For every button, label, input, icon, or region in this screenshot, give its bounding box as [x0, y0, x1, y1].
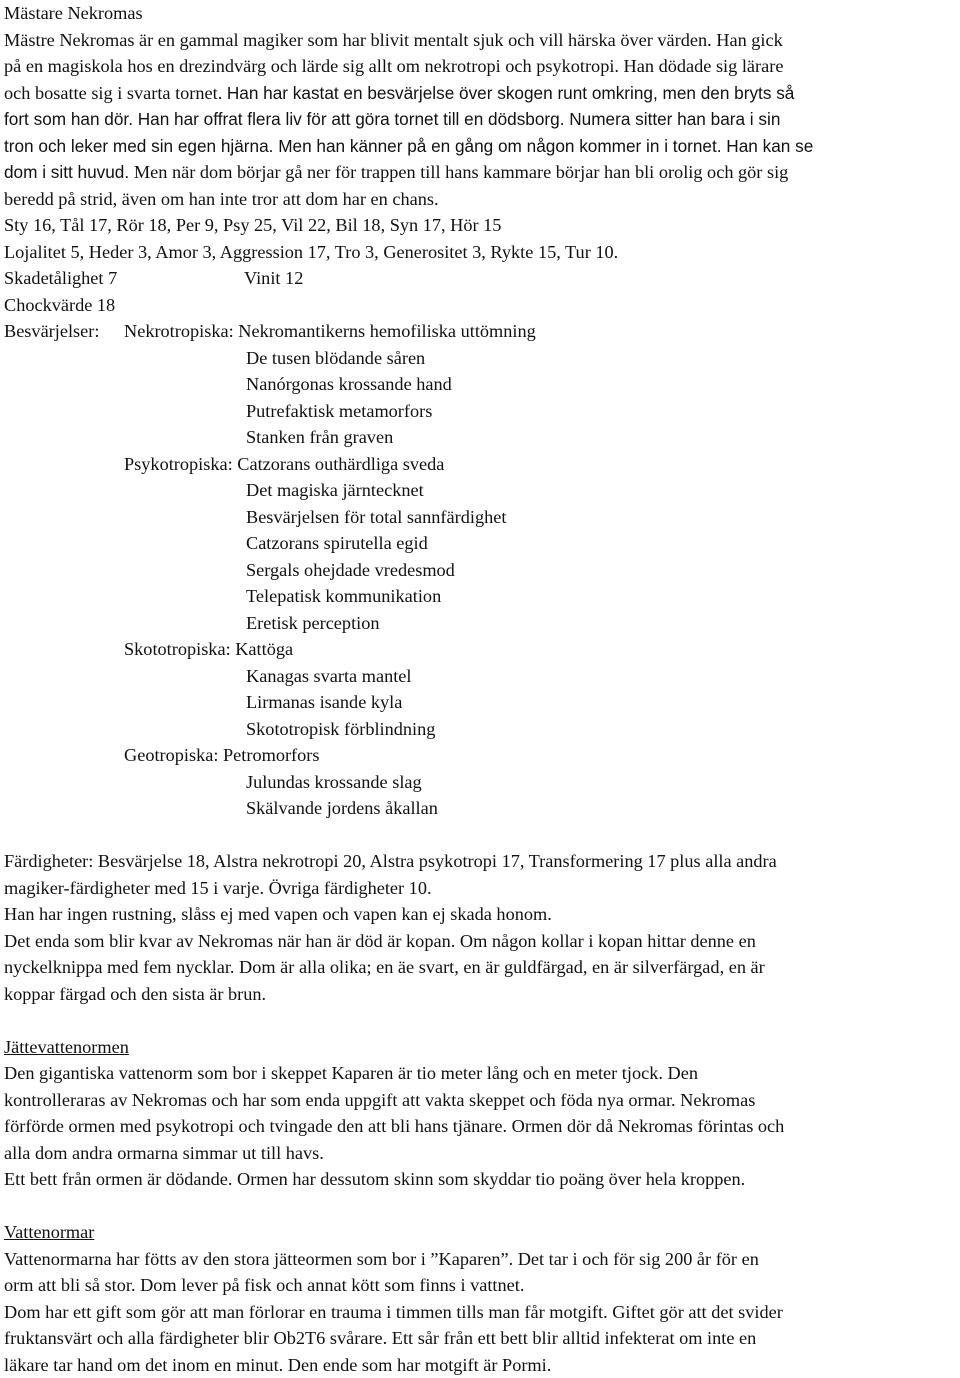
spell-item: Petromorfors	[223, 745, 319, 765]
spell-item: Nekromantikerns hemofiliska uttömning	[238, 321, 536, 341]
spell-group-header	[4, 742, 960, 769]
text-line: alla dom andra ormarna simmar ut till havs.	[4, 1140, 960, 1167]
skadetalighet-value: Skadetålighet 7	[4, 265, 244, 292]
text-span: Men när dom börjar gå ner för trappen till hans kammare börjar han bli orolig och gör sig	[134, 162, 788, 182]
text-line: läkare tar hand om det inom en minut. Den ende som har motgift är Pormi.	[4, 1352, 960, 1378]
spell-group-header	[4, 318, 960, 345]
text-line: magiker-färdigheter med 15 i varje. Övriga färdigheter 10.	[4, 875, 960, 902]
underlined-heading: Vattenormar	[4, 1222, 94, 1242]
spell-item: Telepatisk kommunikation	[4, 583, 960, 610]
text-line: Det enda som blir kvar av Nekromas när han är död är kopan. Om någon kollar i kopan hittar denne en	[4, 928, 960, 955]
text-span: dom i sitt huvud.	[4, 162, 134, 182]
spell-item: Skälvande jordens åkallan	[4, 795, 960, 822]
spells-list	[4, 318, 960, 822]
spell-item: Stanken från graven	[4, 424, 960, 451]
spell-item: Catzorans spirutella egid	[4, 530, 960, 557]
text-line: koppar färgad och den sista är brun.	[4, 981, 960, 1008]
text-line: på en magiskola hos en drezindvärg och lärde sig allt om nekrotropi och psykotropi. Han dödade sig lärare	[4, 53, 960, 80]
spell-item: Nanórgonas krossande hand	[4, 371, 960, 398]
spell-group-label: Psykotropiska:	[124, 454, 233, 474]
spell-item: Eretisk perception	[4, 610, 960, 637]
spell-item: Lirmanas isande kyla	[4, 689, 960, 716]
spacer	[4, 822, 960, 849]
nekromas-description	[4, 27, 960, 213]
text-line: förförde ormen med psykotropi och tvingade den att bli hans tjänare. Ormen dör då Nekromas förintas och	[4, 1113, 960, 1140]
text-line: Vattenormarna har fötts av den stora jätteormen som bor i ”Kaparen”. Det tar i och för sig 200 år för en	[4, 1246, 960, 1273]
underlined-heading: Jättevattenormen	[4, 1037, 129, 1057]
spell-item: Besvärjelsen för total sannfärdighet	[4, 504, 960, 531]
traits-line: Lojalitet 5, Heder 3, Amor 3, Aggression 17, Tro 3, Generositet 3, Rykte 15, Tur 10.	[4, 239, 960, 266]
section-title-nekromas: Mästare Nekromas	[4, 0, 960, 27]
spell-item: Sergals ohejdade vredesmod	[4, 557, 960, 584]
text-line: nyckelknippa med fem nycklar. Dom är alla olika; en äe svart, en är guldfärgad, en är silverfärgad, en är	[4, 954, 960, 981]
spacer	[4, 1007, 960, 1034]
text-line: fruktansvärt och alla färdigheter blir Ob2T6 svårare. Ett sår från ett bett blir alltid infekterat om inte en	[4, 1325, 960, 1352]
spell-item: De tusen blödande såren	[4, 345, 960, 372]
section-title-vattenormar	[4, 1219, 960, 1246]
text-span: och bosatte sig i svarta tornet.	[4, 83, 227, 103]
chockvarde-line: Chockvärde 18	[4, 292, 960, 319]
spell-item: Skototropisk förblindning	[4, 716, 960, 743]
text-line: Mästre Nekromas är en gammal magiker som har blivit mentalt sjuk och vill härska över värden. Han gick	[4, 27, 960, 54]
spell-item: Kanagas svarta mantel	[4, 663, 960, 690]
vinit-value: Vinit 12	[244, 268, 303, 288]
stats-line: Sty 16, Tål 17, Rör 18, Per 9, Psy 25, Vil 22, Bil 18, Syn 17, Hör 15	[4, 212, 960, 239]
text-line	[4, 80, 960, 107]
spell-item: Det magiska järntecknet	[4, 477, 960, 504]
text-line: orm att bli så stor. Dom lever på fisk och annat kött som finns i vattnet.	[4, 1272, 960, 1299]
text-line: Den gigantiska vattenorm som bor i skeppet Kaparen är tio meter lång och en meter tjock. Den	[4, 1060, 960, 1087]
section-title-jattevattenormen	[4, 1034, 960, 1061]
spell-group-label: Skototropiska:	[124, 639, 231, 659]
spacer	[4, 1193, 960, 1220]
spell-item: Catzorans outhärdliga sveda	[237, 454, 444, 474]
text-line: Färdigheter: Besvärjelse 18, Alstra nekrotropi 20, Alstra psykotropi 17, Transformering 17 plus alla andra	[4, 848, 960, 875]
text-line: kontrolleraras av Nekromas och har som enda uppgift att vakta skeppet och föda nya ormar. Nekromas	[4, 1087, 960, 1114]
text-line	[4, 159, 960, 186]
text-line: fort som han dör. Han har offrat flera liv för att göra tornet till en dödsborg. Numera sitter han bara i sin	[4, 106, 960, 133]
spells-label: Besvärjelser:	[4, 318, 124, 345]
text-line: Ett bett från ormen är dödande. Ormen har dessutom skinn som skyddar tio poäng över hela kroppen.	[4, 1166, 960, 1193]
spell-item: Kattöga	[235, 639, 293, 659]
armor-line: Han har ingen rustning, slåss ej med vapen och vapen kan ej skada honom.	[4, 901, 960, 928]
spell-group-label: Geotropiska:	[124, 745, 218, 765]
spell-group-label: Nekrotropiska:	[124, 321, 234, 341]
text-line: beredd på strid, även om han inte tror att dom har en chans.	[4, 186, 960, 213]
text-line: tron och leker med sin egen hjärna. Men han känner på en gång om någon kommer in i tornet. Han kan se	[4, 133, 960, 160]
text-span: Han har kastat en besvärjelse över skogen runt omkring, men den bryts så	[227, 83, 794, 103]
spell-group-header	[4, 451, 960, 478]
spell-item: Putrefaktisk metamorfors	[4, 398, 960, 425]
spell-group-header	[4, 636, 960, 663]
spell-item: Julundas krossande slag	[4, 769, 960, 796]
text-line: Dom har ett gift som gör att man förlorar en trauma i timmen tills man får motgift. Giftet gör att det svider	[4, 1299, 960, 1326]
damage-line	[4, 265, 960, 292]
